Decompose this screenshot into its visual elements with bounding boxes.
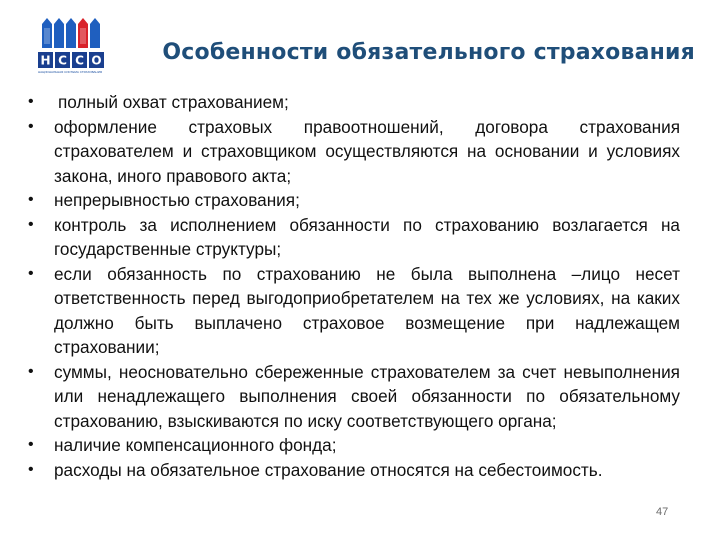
- bullet-list: [24, 90, 680, 482]
- bullet-icon: •: [28, 460, 34, 478]
- bullet-icon: •: [28, 93, 34, 110]
- bullet-item: [24, 115, 680, 189]
- bullet-text: расходы на обязательное страхование относятся на себестоимость.: [54, 459, 603, 480]
- logo-letter-2: С: [58, 53, 67, 68]
- logo-letters: [38, 52, 104, 68]
- bullet-text: непрерывностью страхования;: [54, 190, 300, 210]
- bullet-item: [24, 458, 680, 483]
- bullet-item: [24, 213, 680, 262]
- bullet-icon: •: [28, 117, 34, 135]
- bullet-text: наличие компенсационного фонда;: [54, 435, 337, 455]
- bullet-item: [24, 188, 680, 213]
- nsso-logo: [30, 14, 110, 78]
- bullet-text: суммы, неосновательно сбереженные страхователем за счет невыполнения или ненадлежащего выполнения своей обязанности по обязательному страхованию, взыскиваются по иску соответствующего органа;: [54, 361, 680, 431]
- logo-emblem-icon: [42, 18, 100, 48]
- bullet-item: [24, 433, 680, 458]
- logo-letter-4: О: [91, 53, 102, 68]
- bullet-icon: •: [28, 215, 34, 233]
- page-number: 47: [656, 506, 669, 518]
- bullet-text: полный охват страхованием;: [58, 92, 289, 112]
- bullet-icon: •: [28, 436, 34, 453]
- bullet-item: [24, 90, 680, 115]
- logo-letter-3: С: [75, 53, 84, 68]
- bullet-icon: •: [28, 264, 34, 282]
- bullet-item: [24, 262, 680, 360]
- bullet-icon: •: [28, 191, 34, 208]
- slide-title: Особенности обязательного страхования: [162, 40, 695, 65]
- logo-caption: НАЦИОНАЛЬНАЯ СИСТЕМА СТРАХОВАНИЯ: [37, 70, 103, 74]
- logo-letter-1: Н: [40, 53, 51, 68]
- bullet-text: контроль за исполнением обязанности по страхованию возлагается на государственные структуры;: [54, 214, 680, 259]
- bullet-item: [24, 360, 680, 434]
- bullet-text: если обязанность по страхованию не была выполнена –лицо несет ответственность перед выгодоприобретателем на тех же условиях, на каких должно быть выплачено страховое возмещение при надлежащем страховании;: [54, 263, 680, 357]
- bullet-icon: •: [28, 362, 34, 380]
- bullet-text: оформление страховых правоотношений, договора страхования страхователем и страховщиком осуществляются на основании и условиях закона, иного правового акта;: [54, 116, 680, 186]
